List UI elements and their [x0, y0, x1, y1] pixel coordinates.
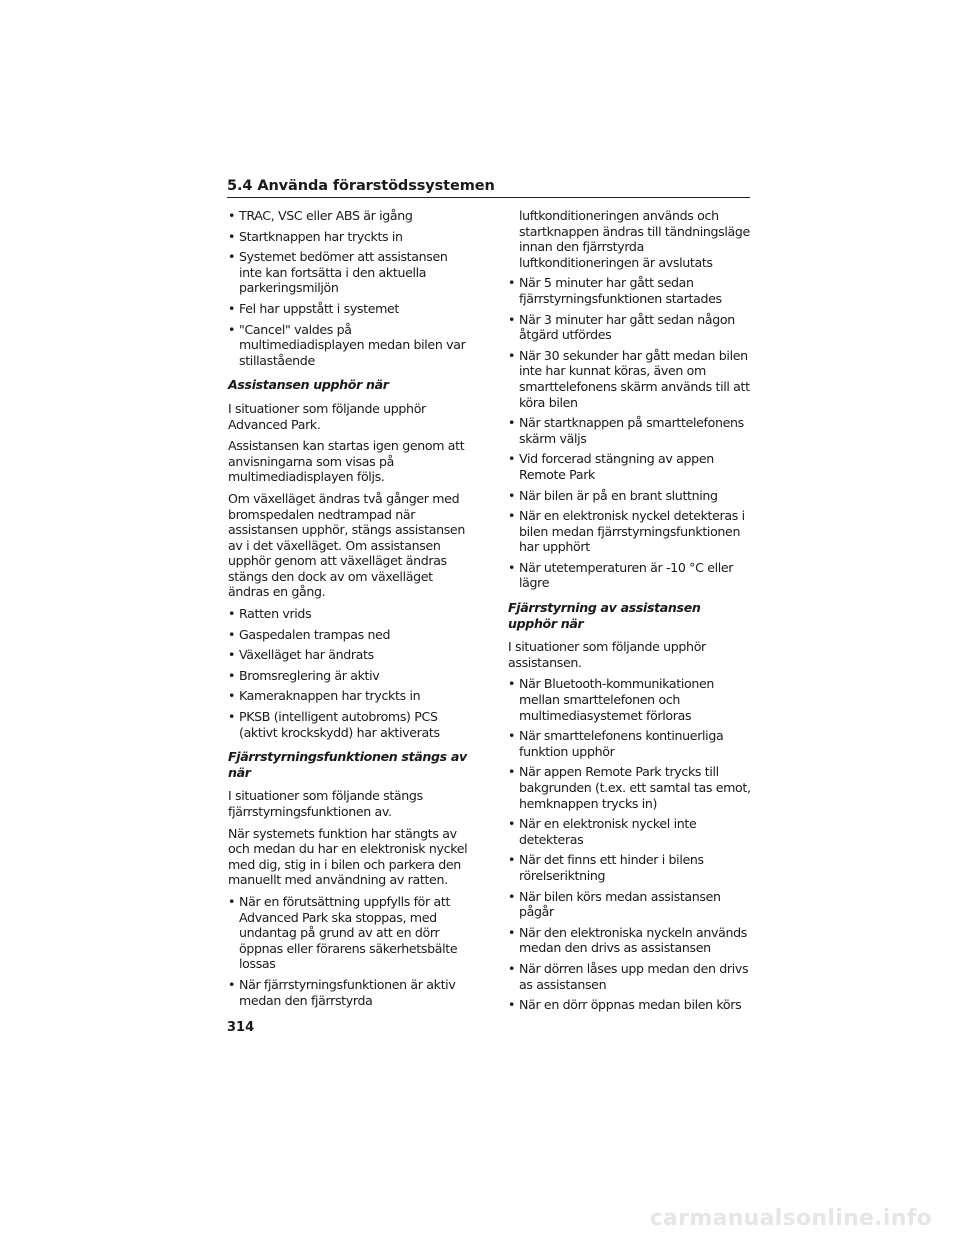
list-item-text: När 3 minuter har gått sedan någon åtgärd utfördes	[519, 311, 735, 343]
paragraph: Assistansen kan startas igen genom att anvisningarna som visas på multimediadisplayen följs.	[228, 438, 465, 485]
bullet-icon: •	[228, 249, 236, 265]
bullet-icon: •	[508, 451, 516, 467]
bullet-icon: •	[508, 816, 516, 832]
list-item	[508, 508, 753, 555]
list-item	[228, 301, 473, 317]
list-item	[228, 249, 473, 296]
list-item	[508, 451, 753, 482]
subheading: Fjärrstyrning av assistansen upphör när	[508, 600, 701, 631]
bullet-icon: •	[508, 764, 516, 780]
list-item-text: Vid forcerad stängning av appen Remote Park	[519, 451, 714, 482]
paragraph: I situationer som följande upphör Advanced Park.	[228, 400, 426, 432]
right-column	[508, 208, 753, 1018]
section-header: 5.4 Använda förarstödssystemen	[227, 178, 750, 198]
list-item	[508, 728, 753, 759]
list-item	[228, 229, 473, 245]
list-item	[228, 894, 473, 972]
list-item-text: Bromsreglering är aktiv	[239, 667, 380, 683]
list-item	[228, 709, 473, 740]
bullet-list	[228, 894, 473, 1008]
list-item	[228, 322, 473, 369]
bullet-icon: •	[508, 676, 516, 692]
bullet-icon: •	[508, 888, 516, 904]
bullet-list	[228, 208, 473, 368]
bullet-list	[508, 676, 753, 1012]
bullet-icon: •	[228, 976, 236, 992]
bullet-icon: •	[508, 997, 516, 1013]
list-item	[508, 676, 753, 723]
list-item	[508, 312, 753, 343]
list-item-text: När dörren låses upp medan den drivs as assistansen	[519, 960, 749, 992]
list-item	[508, 488, 753, 504]
bullet-icon: •	[228, 321, 236, 337]
paragraph: I situationer som följande stängs fjärrstyrningsfunktionen av.	[228, 788, 423, 819]
list-item-text: Fel har uppstått i systemet	[239, 300, 400, 316]
list-item-text: När fjärrstyrningsfunktionen är aktiv medan den fjärrstyrda	[239, 976, 456, 1008]
list-item-text: "Cancel" valdes på multimediadisplayen medan bilen var stillastående	[239, 321, 466, 368]
list-item-text: Växelläget har ändrats	[239, 647, 374, 663]
bullet-icon: •	[508, 275, 516, 291]
list-item-text: När appen Remote Park trycks till bakgrunden (t.ex. ett samtal tas emot, hemknappen trycks in)	[519, 764, 751, 811]
list-item-text: När en elektronisk nyckel inte detekteras	[519, 816, 697, 847]
list-item-text: När utetemperaturen är -10 °C eller lägre	[519, 559, 734, 591]
bullet-list	[228, 606, 473, 740]
bullet-icon: •	[228, 208, 236, 223]
bullet-icon: •	[228, 709, 236, 725]
bullet-icon: •	[228, 606, 236, 622]
list-item-text: När startknappen på smarttelefonens skärm väljs	[519, 415, 744, 446]
bullet-icon: •	[228, 300, 236, 316]
subheading: Assistansen upphör när	[228, 377, 389, 393]
subheading: Fjärrstyrningsfunktionen stängs av när	[228, 749, 467, 780]
bullet-icon: •	[228, 667, 236, 683]
bullet-icon: •	[508, 415, 516, 431]
list-item	[228, 627, 473, 643]
continued-list-item: luftkonditioneringen används och startknappen ändras till tändningsläge innan den fjärrstyrda luftkonditioneringen är avslutats	[519, 208, 750, 270]
bullet-icon: •	[508, 960, 516, 976]
bullet-icon: •	[508, 508, 516, 524]
list-item	[508, 764, 753, 811]
bullet-icon: •	[228, 228, 236, 244]
list-item-text: När 5 minuter har gått sedan fjärrstyrningsfunktionen startades	[519, 275, 722, 306]
watermark: carmanualsonline.info	[649, 1206, 932, 1231]
list-item-text: När Bluetooth-kommunikationen mellan smarttelefonen och multimediasystemet förloras	[519, 676, 715, 723]
list-item	[228, 668, 473, 684]
bullet-icon: •	[228, 626, 236, 642]
bullet-icon: •	[508, 347, 516, 363]
bullet-list	[508, 275, 753, 591]
list-item	[508, 348, 753, 410]
bullet-icon: •	[508, 924, 516, 940]
list-item	[508, 961, 753, 992]
list-item-text: När en förutsättning uppfylls för att Advanced Park ska stoppas, med undantag på grund av att en dörr öppnas eller förarens säkerhetsbälte lossas	[239, 893, 458, 972]
list-item-text: Gaspedalen trampas ned	[239, 626, 391, 642]
list-item-text: Systemet bedömer att assistansen inte kan fortsätta i den aktuella parkeringsmiljön	[239, 249, 448, 296]
list-item	[508, 275, 753, 306]
bullet-icon: •	[508, 487, 516, 503]
bullet-icon: •	[508, 311, 516, 327]
paragraph: Om växelläget ändras två gånger med bromspedalen nedtrampad när assistansen upphör, stängs assistansen av i det växelläget. Om assistansen upphör genom att växelläget ändras stängs den dock av om växelläget ändras en gång.	[228, 490, 465, 600]
list-item	[508, 415, 753, 446]
list-item	[508, 560, 753, 591]
list-item-text: När bilen är på en brant sluttning	[519, 487, 718, 503]
list-item-text: När smarttelefonens kontinuerliga funktion upphör	[519, 728, 724, 759]
list-item	[508, 852, 753, 883]
bullet-icon: •	[228, 688, 236, 704]
list-item-text: När en elektronisk nyckel detekteras i bilen medan fjärrstyrningsfunktionen har upphört	[519, 508, 745, 555]
bullet-icon: •	[228, 647, 236, 663]
list-item-text: När 30 sekunder har gått medan bilen inte har kunnat köras, även om smarttelefonens skärm används till att köra bilen	[519, 347, 750, 410]
left-column	[228, 208, 473, 1013]
list-item-text: PKSB (intelligent autobroms) PCS (aktivt krockskydd) har aktiverats	[239, 709, 440, 740]
list-item-text: Kameraknappen har tryckts in	[239, 688, 421, 704]
list-item	[508, 997, 753, 1013]
list-item	[228, 688, 473, 704]
list-item	[228, 208, 473, 224]
bullet-icon: •	[508, 852, 516, 868]
list-item-text: När det finns ett hinder i bilens rörelseriktning	[519, 852, 704, 883]
list-item-text: TRAC, VSC eller ABS är igång	[239, 208, 413, 223]
list-item	[228, 647, 473, 663]
list-item-text: När bilen körs medan assistansen pågår	[519, 888, 721, 920]
list-item	[508, 925, 753, 956]
page-number: 314	[227, 1020, 255, 1035]
list-item	[228, 606, 473, 622]
bullet-icon: •	[508, 728, 516, 744]
list-item-text: När den elektroniska nyckeln används medan den drivs as assistansen	[519, 924, 747, 956]
paragraph: När systemets funktion har stängts av och medan du har en elektronisk nyckel med dig, stig in i bilen och parkera den manuellt med användning av ratten.	[228, 825, 468, 888]
list-item-text: När en dörr öppnas medan bilen körs	[519, 997, 742, 1013]
bullet-icon: •	[228, 893, 236, 909]
bullet-icon: •	[508, 559, 516, 575]
list-item	[228, 977, 473, 1008]
list-item-text: Ratten vrids	[239, 606, 312, 622]
paragraph: I situationer som följande upphör assistansen.	[508, 639, 706, 670]
list-item-text: Startknappen har tryckts in	[239, 228, 403, 244]
list-item	[508, 816, 753, 847]
list-item	[508, 889, 753, 920]
